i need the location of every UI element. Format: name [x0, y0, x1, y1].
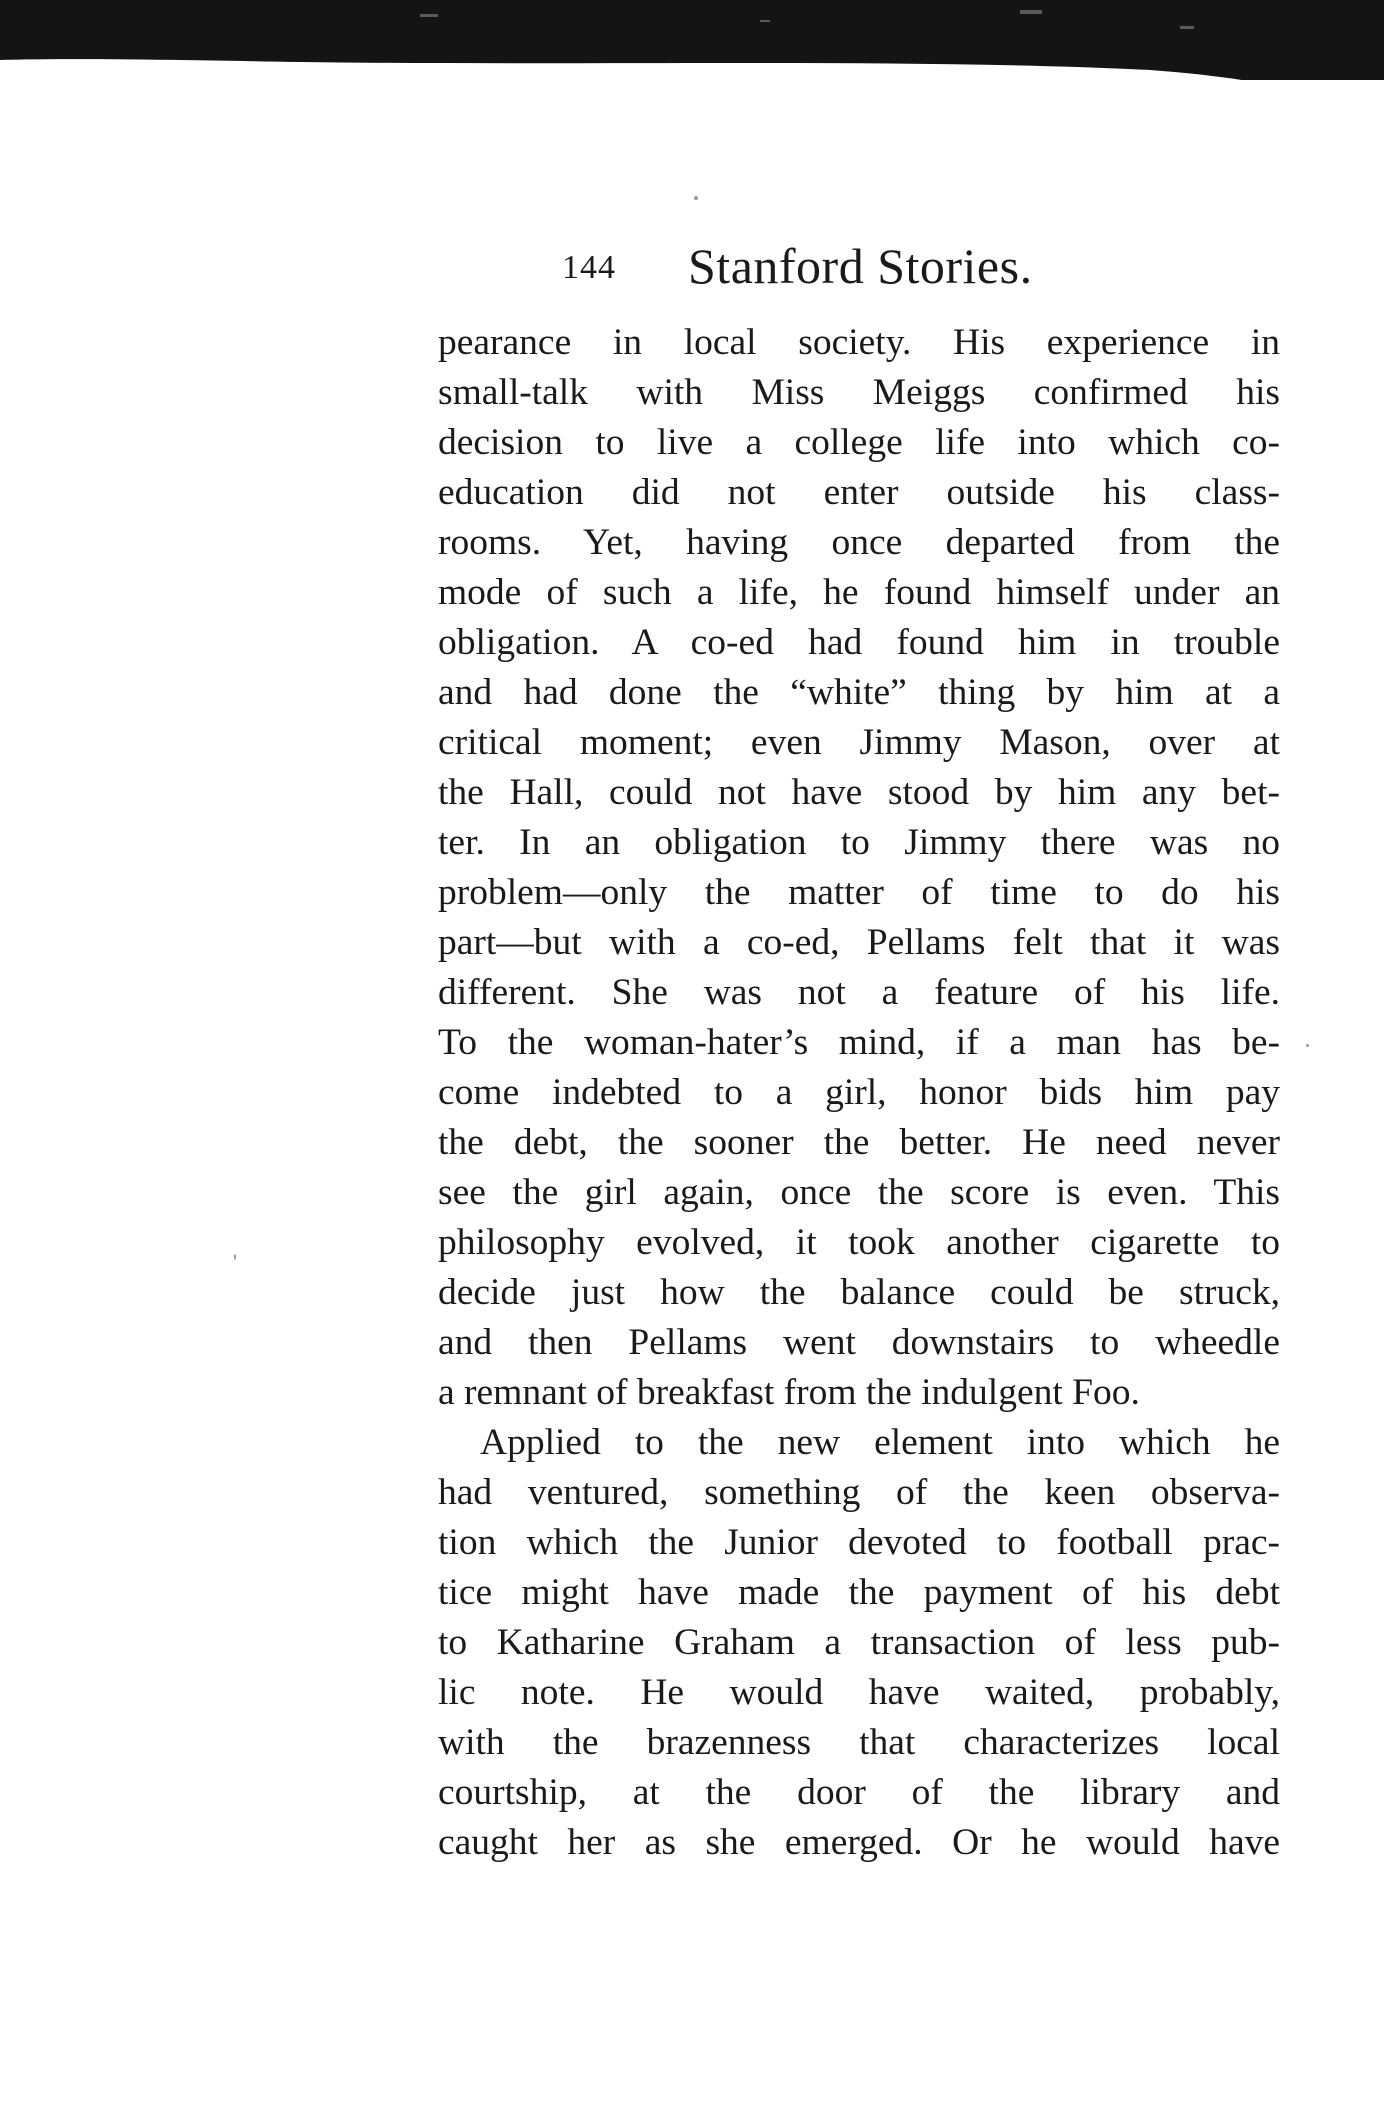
text-line: part—but with a co-ed, Pellams felt that it was: [438, 922, 1280, 963]
scan-speck: [234, 1254, 236, 1260]
text-line: critical moment; even Jimmy Mason, over at: [438, 722, 1280, 763]
text-line: different. She was not a feature of his life.: [438, 972, 1280, 1013]
text-line: tice might have made the payment of his debt: [438, 1572, 1280, 1613]
body-text: [438, 318, 1280, 1868]
text-line: see the girl again, once the score is even. This: [438, 1172, 1280, 1213]
text-line: pearance in local society. His experience in: [438, 322, 1280, 363]
text-line: ter. In an obligation to Jimmy there was no: [438, 822, 1280, 863]
text-line: courtship, at the door of the library and: [438, 1772, 1280, 1813]
scan-speck: [694, 196, 698, 200]
page-number: 144: [562, 249, 616, 286]
text-line: and had done the “white” thing by him at a: [438, 672, 1280, 713]
text-line: tion which the Junior devoted to football prac-: [438, 1522, 1280, 1563]
text-line: come indebted to a girl, honor bids him pay: [438, 1072, 1280, 1113]
scan-speck: [1306, 1044, 1309, 1047]
text-line: a remnant of breakfast from the indulgent Foo.: [438, 1372, 1140, 1413]
text-line: lic note. He would have waited, probably,: [438, 1672, 1280, 1713]
text-line: problem—only the matter of time to do his: [438, 872, 1280, 913]
text-line: caught her as she emerged. Or he would have: [438, 1822, 1280, 1863]
text-line: small-talk with Miss Meiggs confirmed his: [438, 372, 1280, 413]
text-line: To the woman-hater’s mind, if a man has be-: [438, 1022, 1280, 1063]
text-line: philosophy evolved, it took another cigarette to: [438, 1222, 1280, 1263]
text-line: and then Pellams went downstairs to wheedle: [438, 1322, 1280, 1363]
running-head-title: Stanford Stories.: [688, 238, 1033, 294]
scanned-page-top-edge: [0, 0, 1384, 80]
text-line: the Hall, could not have stood by him any bet-: [438, 772, 1280, 813]
text-line: had ventured, something of the keen observa-: [438, 1472, 1280, 1513]
text-line: decide just how the balance could be struck,: [438, 1272, 1280, 1313]
text-line: education did not enter outside his class-: [438, 472, 1280, 513]
text-line: decision to live a college life into which co-: [438, 422, 1280, 463]
text-line: the debt, the sooner the better. He need never: [438, 1122, 1280, 1163]
text-line: with the brazenness that characterizes local: [438, 1722, 1280, 1763]
text-line: rooms. Yet, having once departed from the: [438, 522, 1280, 563]
text-line: to Katharine Graham a transaction of less pub-: [438, 1622, 1280, 1663]
text-line: obligation. A co-ed had found him in trouble: [438, 622, 1280, 663]
text-line: Applied to the new element into which he: [480, 1422, 1280, 1463]
text-line: mode of such a life, he found himself under an: [438, 572, 1280, 613]
